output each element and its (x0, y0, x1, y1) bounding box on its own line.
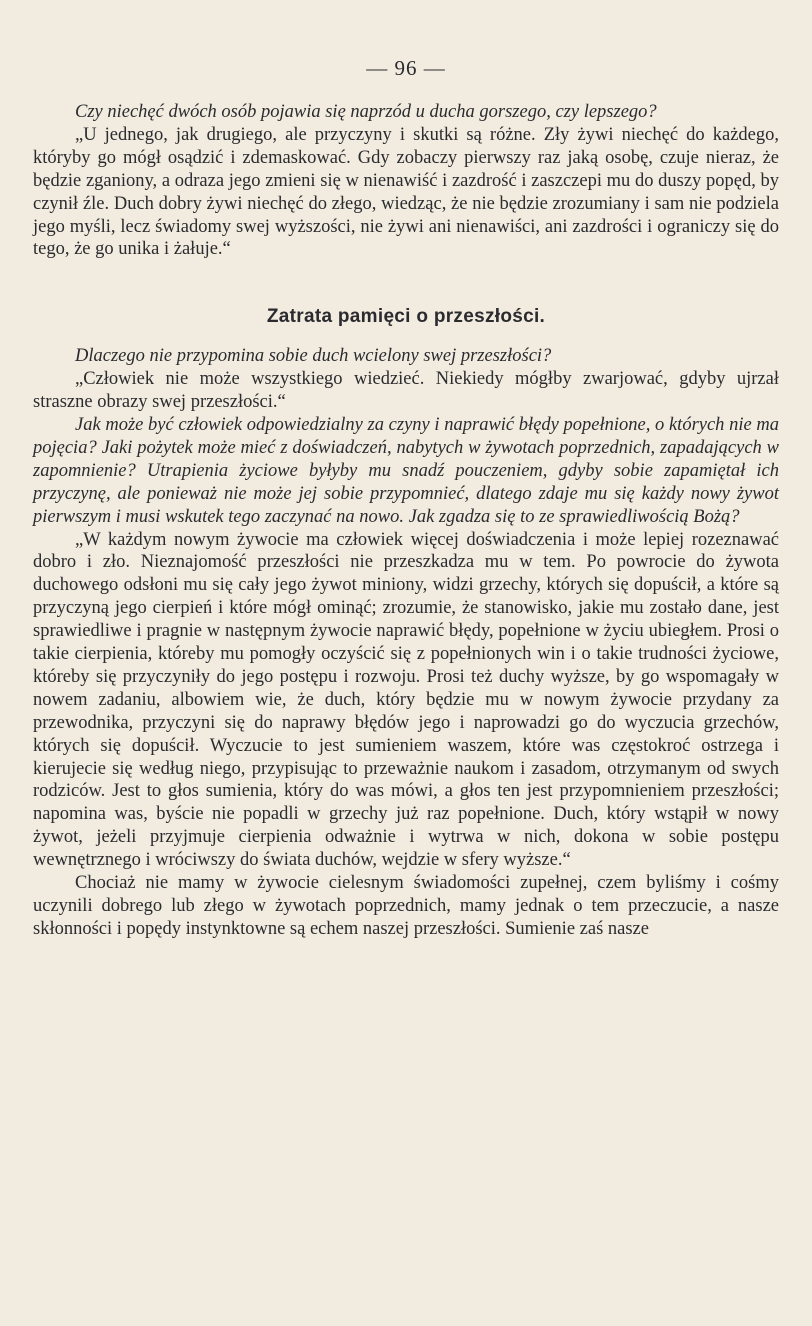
question-paragraph: Jak może być człowiek odpowiedzialny za czyny i naprawić błędy popełnione, o których nie ma pojęcia? Jaki pożytek może mieć z doświadczeń, nabytych w żywotach poprzednich, zapadających w zapomnienie? Utrapienia życiowe byłyby mu snadź pouczeniem, gdyby sobie zapamiętał ich przyczynę, ale ponieważ nie może jej sobie przypomnieć, dlatego zdaje mu się każdy nowy żywot pierwszym i musi wskutek tego zaczynać na nowo. Jak zgadza się to ze sprawiedliwością Bożą? (33, 414, 779, 527)
body-paragraph: Chociaż nie mamy w żywocie cielesnym świadomości zupełnej, czem byliśmy i cośmy uczynili dobrego lub złego w żywotach poprzednich, mamy jednak o tem przeczucie, a nasze skłonności i popędy instynktowne są echem naszej przeszłości. Sumienie zaś nasze (33, 873, 779, 939)
page-number: — 96 — (366, 56, 446, 80)
question-paragraph: Dlaczego nie przypomina sobie duch wcielony swej przeszłości? (75, 346, 552, 367)
answer-paragraph: „W każdym nowym żywocie ma człowiek więcej doświadczenia i może lepiej rozeznawać dobro i zło. Nieznajomość przeszłości nie przeszkadza mu w tem. Po powrocie do żywota duchowego odsłoni mu się cały jego żywot miniony, widzi grzechy, których się dopuścił, a które są przyczyną jego cierpień i które mógł ominąć; zrozumie, że stanowisko, jakie mu zostało dane, jest sprawiedliwe i pragnie w następnym żywocie naprawić błędy, popełnione w życiu ubiegłem. Prosi o takie cierpienia, któreby mu pomogły oczyścić się z popełnionych win i o takie trudności życiowe, któreby się przyczyniły do jego postępu i rozwoju. Prosi też duchy wyższe, by go wspomagały w nowem zadaniu, albowiem wie, że duch, który będzie mu w nowym żywocie przydany za przewodnika, przyczyni się do naprawy błędów jego i naprowadzi go do wyczucia grzechów, których się dopuścił. Wyczucie to jest sumieniem waszem, które was częstokroć ostrzega i kierujecie się według niego, przypisując to przeważnie naukom i zasadom, otrzymanym od swych rodziców. Jest to głos sumienia, który do was mówi, a głos ten jest przypomnieniem przeszłości; napomina was, byście nie popadli w grzechy już raz popełnione. Duch, który wstąpił w nowy żywot, jeżeli przyjmuje cierpienia odważnie i wytrwa w nich, dokona w sobie postępu wewnętrznego i wróciwszy do świata duchów, wejdzie w sfery wyższe.“ (33, 529, 779, 871)
question-paragraph: Czy niechęć dwóch osób pojawia się naprzód u ducha gorszego, czy lepszego? (75, 102, 657, 122)
page-body (33, 101, 779, 941)
answer-paragraph: „U jednego, jak drugiego, ale przyczyny i skutki są różne. Zły żywi niechęć do każdego, któryby go mógł osądzić i zdemaskować. Gdy zobaczy pierwszy raz jaką osobę, czuje nieraz, że będzie zganiony, a odraza jego zmieni się w nienawiść i zazdrość i zaszczepi mu do duszy popęd, by czynił źle. Duch dobry żywi niechęć do złego, wiedząc, że nie będzie zrozumiany i sam nie podziela jego myśli, lecz świadomy swej wyższości, nie żywi ani nienawiści, ani zazdrości i ograniczy się do tego, że go unika i żałuje.“ (33, 124, 779, 260)
section-heading: Zatrata pamięci o przeszłości. (266, 306, 546, 328)
answer-paragraph: „Człowiek nie może wszystkiego wiedzieć. Niekiedy mógłby zwarjować, gdyby ujrzał straszne obrazy swej przeszłości.“ (33, 369, 779, 413)
